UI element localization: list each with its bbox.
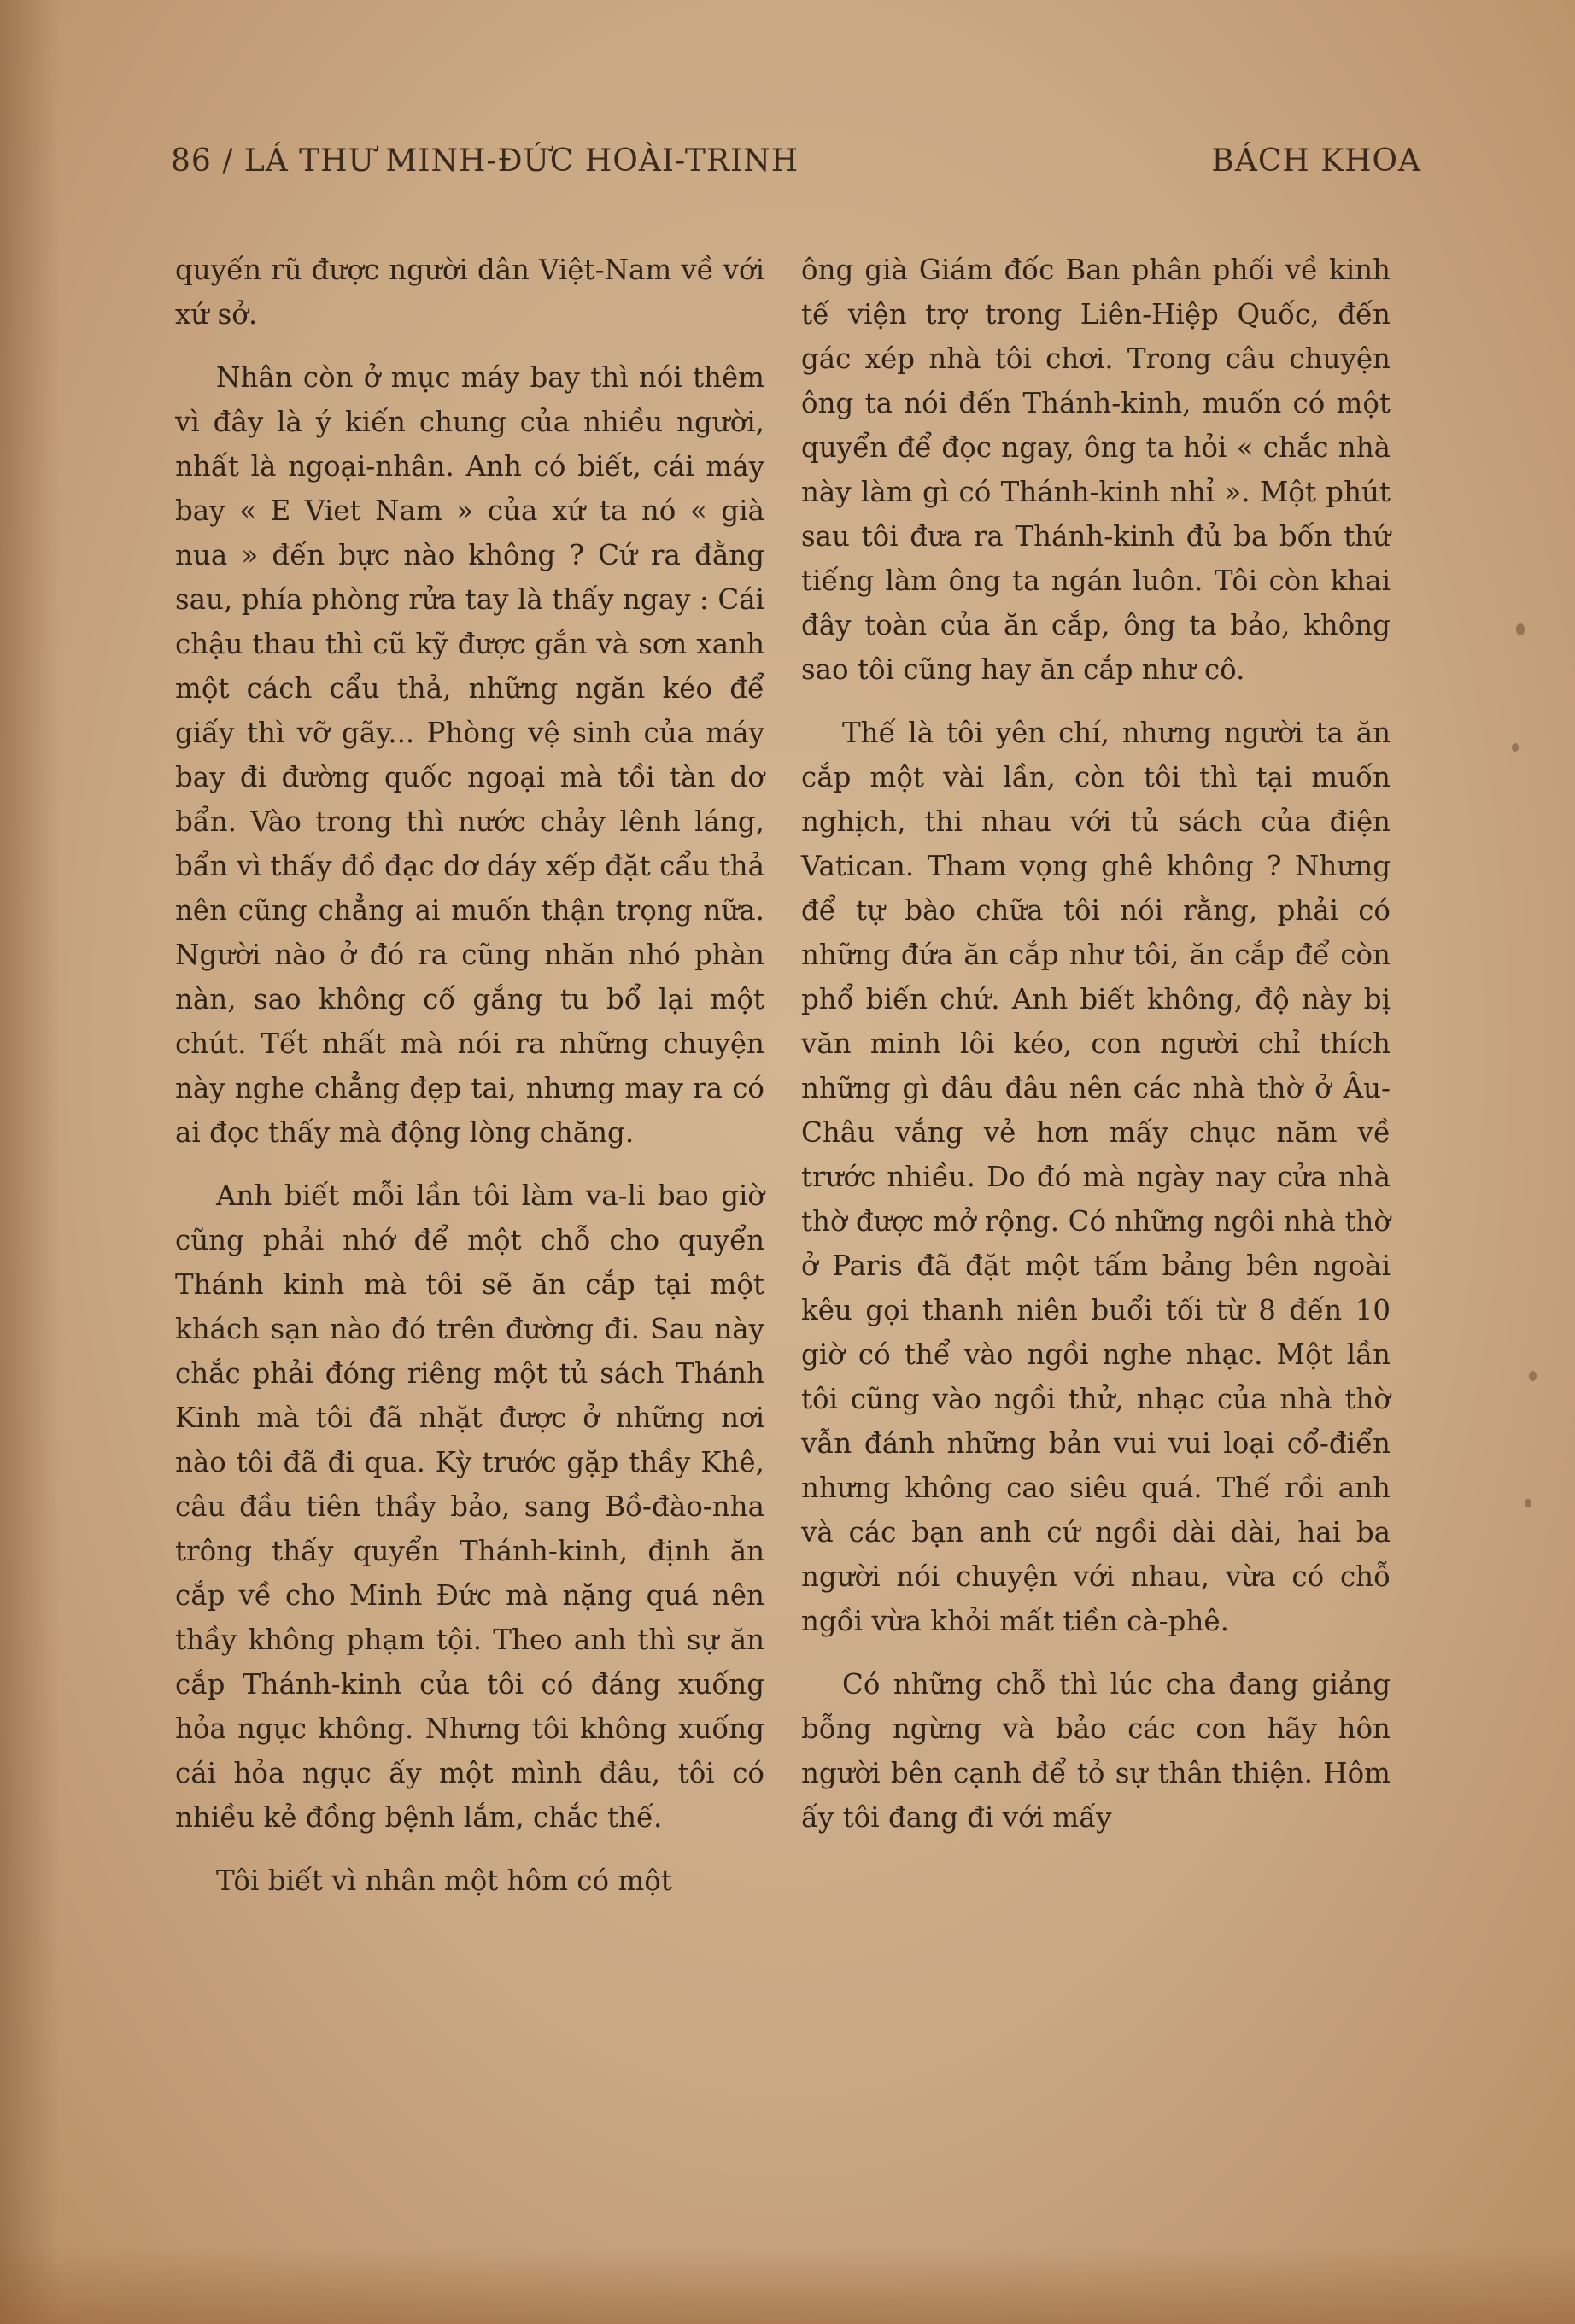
paragraph: Nhân còn ở mục máy bay thì nói thêm vì đây là ý kiến chung của nhiều người, nhất là ngoại-nhân. Anh có biết, cái máy bay « E Viet Nam » của xứ ta nó « già nua » đến bực nào không ? Cứ ra đằng sau, phía phòng rửa tay là thấy ngay : Cái chậu thau thì cũ kỹ được gắn và sơn xanh một cách cẩu thả, những ngăn kéo để giấy thì vỡ gãy... Phòng vệ sinh của máy bay đi đường quốc ngoại mà tồi tàn dơ bẩn. Vào trong thì nước chảy lênh láng, bẩn vì thấy đồ đạc dơ dáy xếp đặt cẩu thả nên cũng chẳng ai muốn thận trọng nữa. Người nào ở đó ra cũng nhăn nhó phàn nàn, sao không cố gắng tu bổ lại một chút. Tết nhất mà nói ra những chuyện này nghe chẳng đẹp tai, nhưng may ra có ai đọc thấy mà động lòng chăng. [175, 361, 764, 1149]
paper-speck [1516, 623, 1525, 635]
right-column [801, 248, 1391, 1859]
page-bottom-stain [0, 2247, 1575, 2324]
paper-speck [1525, 1499, 1531, 1507]
header-magazine-name: BÁCH KHOA [1211, 143, 1421, 179]
header-title: 86 / LÁ THƯ MINH-ĐỨC HOÀI-TRINH [171, 143, 799, 179]
paragraph: Có những chỗ thì lúc cha đang giảng bỗng ngừng và bảo các con hãy hôn người bên cạnh để tỏ sự thân thiện. Hôm ấy tôi đang đi với mấy [801, 1668, 1391, 1834]
left-column [175, 248, 764, 1922]
paper-speck [1512, 743, 1519, 752]
paragraph: quyến rũ được người dân Việt-Nam về với xứ sở. [175, 254, 764, 331]
page-edge-stain [0, 0, 60, 2324]
paragraph: Thế là tôi yên chí, nhưng người ta ăn cắp một vài lần, còn tôi thì tại muốn nghịch, thi nhau với tủ sách của điện Vatican. Tham vọng ghê không ? Nhưng để tự bào chữa tôi nói rằng, phải có những đứa ăn cắp như tôi, ăn cắp để còn phổ biến chứ. Anh biết không, độ này bị văn minh lôi kéo, con người chỉ thích những gì đâu đâu nên các nhà thờ ở Âu-Châu vắng vẻ hơn mấy chục năm về trước nhiều. Do đó mà ngày nay cửa nhà thờ được mở rộng. Có những ngôi nhà thờ ở Paris đã đặt một tấm bảng bên ngoài kêu gọi thanh niên buổi tối từ 8 đến 10 giờ có thể vào ngồi nghe nhạc. Một lần tôi cũng vào ngồi thử, nhạc của nhà thờ vẫn đánh những bản vui vui loại cổ-điển nhưng không cao siêu quá. Thế rồi anh và các bạn anh cứ ngồi dài dài, hai ba người nói chuyện với nhau, vừa có chỗ ngồi vừa khỏi mất tiền cà-phê. [801, 717, 1391, 1637]
paper-speck [1529, 1371, 1537, 1381]
paragraph: ông già Giám đốc Ban phân phối về kinh tế viện trợ trong Liên-Hiệp Quốc, đến gác xép nhà tôi chơi. Trong câu chuyện ông ta nói đến Thánh-kinh, muốn có một quyển để đọc ngay, ông ta hỏi « chắc nhà này làm gì có Thánh-kinh nhỉ ». Một phút sau tôi đưa ra Thánh-kinh đủ ba bốn thứ tiếng làm ông ta ngán luôn. Tôi còn khai đây toàn của ăn cắp, ông ta bảo, không sao tôi cũng hay ăn cắp như cô. [801, 254, 1391, 686]
running-header [171, 143, 1421, 195]
paragraph: Tôi biết vì nhân một hôm có một [216, 1864, 672, 1897]
paragraph: Anh biết mỗi lần tôi làm va-li bao giờ cũng phải nhớ để một chỗ cho quyển Thánh kinh mà tôi sẽ ăn cắp tại một khách sạn nào đó trên đường đi. Sau này chắc phải đóng riêng một tủ sách Thánh Kinh mà tôi đã nhặt được ở những nơi nào tôi đã đi qua. Kỳ trước gặp thầy Khê, câu đầu tiên thầy bảo, sang Bồ-đào-nha trông thấy quyển Thánh-kinh, định ăn cắp về cho Minh Đức mà nặng quá nên thầy không phạm tội. Theo anh thì sự ăn cắp Thánh-kinh của tôi có đáng xuống hỏa ngục không. Nhưng tôi không xuống cái hỏa ngục ấy một mình đâu, tôi có nhiều kẻ đồng bệnh lắm, chắc thế. [175, 1180, 764, 1834]
